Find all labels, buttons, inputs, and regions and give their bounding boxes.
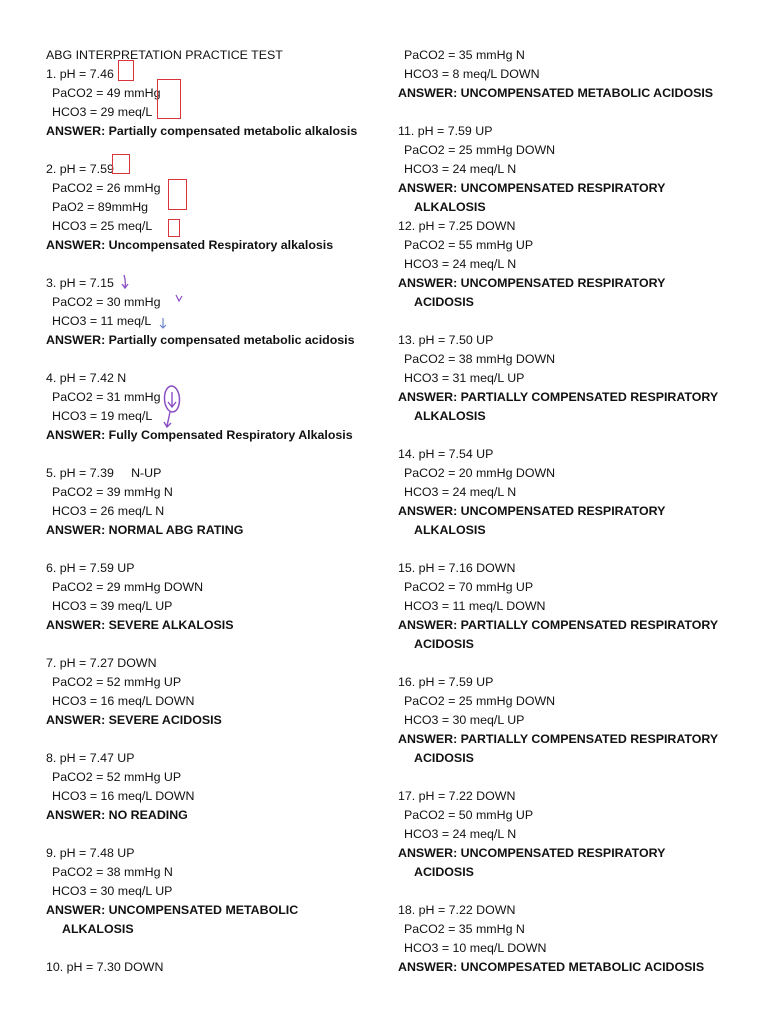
question-11 [398, 122, 738, 217]
annotation-box [168, 179, 187, 210]
q4-answer: ANSWER: Fully Compensated Respiratory Alkalosis [46, 428, 353, 442]
q8-hco3: HCO3 = 16 meq/L DOWN [52, 789, 195, 803]
question-14 [398, 445, 738, 540]
annotation-box [112, 154, 130, 174]
question-8 [46, 749, 391, 825]
q11-paco2: PaCO2 = 25 mmHg DOWN [404, 143, 556, 157]
q18-hco3: HCO3 = 10 meq/L DOWN [404, 941, 547, 955]
question-6 [46, 559, 391, 635]
q6-paco2: PaCO2 = 29 mmHg DOWN [52, 580, 204, 594]
q6-answer: ANSWER: SEVERE ALKALOSIS [46, 618, 234, 632]
question-4 [46, 369, 391, 445]
q12-paco2: PaCO2 = 55 mmHg UP [404, 238, 534, 252]
q2-pao2: PaO2 = 89mmHg [52, 200, 149, 214]
q10-answer: ANSWER: UNCOMPENSATED METABOLIC ACIDOSIS [398, 86, 714, 100]
q13-answer-cont: ALKALOSIS [414, 409, 486, 423]
q17-answer-cont: ACIDOSIS [414, 865, 474, 879]
q13-ph: 13. pH = 7.50 UP [398, 333, 494, 347]
question-17 [398, 787, 738, 882]
q1-paco2: PaCO2 = 49 mmHg [52, 86, 161, 100]
q16-paco2: PaCO2 = 25 mmHg DOWN [404, 694, 556, 708]
question-16 [398, 673, 738, 768]
annotation-box [157, 79, 181, 119]
q13-paco2: PaCO2 = 38 mmHg DOWN [404, 352, 556, 366]
down-arrow-icon [158, 382, 186, 432]
q13-hco3: HCO3 = 31 meq/L UP [404, 371, 525, 385]
q9-answer-cont: ALKALOSIS [62, 922, 134, 936]
q16-ph: 16. pH = 7.59 UP [398, 675, 494, 689]
question-12 [398, 217, 738, 312]
q3-paco2: PaCO2 = 30 mmHg [52, 295, 161, 309]
right-column [398, 46, 738, 977]
q3-ph: 3. pH = 7.15 [46, 276, 114, 290]
q17-hco3: HCO3 = 24 meq/L N [404, 827, 517, 841]
q13-answer: ANSWER: PARTIALLY COMPENSATED RESPIRATORY [398, 390, 719, 404]
q18-answer: ANSWER: UNCOMPESATED METABOLIC ACIDOSIS [398, 960, 705, 974]
q1-hco3: HCO3 = 29 meq/L [52, 105, 153, 119]
q11-hco3: HCO3 = 24 meq/L N [404, 162, 517, 176]
q3-answer: ANSWER: Partially compensated metabolic acidosis [46, 333, 355, 347]
q14-paco2: PaCO2 = 20 mmHg DOWN [404, 466, 556, 480]
q4-paco2: PaCO2 = 31 mmHg [52, 390, 161, 404]
down-arrow-icon [156, 316, 170, 332]
q4-ph: 4. pH = 7.42 N [46, 371, 127, 385]
q15-answer: ANSWER: PARTIALLY COMPENSATED RESPIRATORY [398, 618, 719, 632]
q14-hco3: HCO3 = 24 meq/L N [404, 485, 517, 499]
down-arrow-icon [118, 273, 134, 293]
q5-paco2: PaCO2 = 39 mmHg N [52, 485, 173, 499]
q18-ph: 18. pH = 7.22 DOWN [398, 903, 516, 917]
q5-answer: ANSWER: NORMAL ABG RATING [46, 523, 244, 537]
down-arrow-icon [172, 292, 186, 306]
q12-hco3: HCO3 = 24 meq/L N [404, 257, 517, 271]
q14-ph: 14. pH = 7.54 UP [398, 447, 494, 461]
q16-hco3: HCO3 = 30 meq/L UP [404, 713, 525, 727]
question-15 [398, 559, 738, 654]
q14-answer-cont: ALKALOSIS [414, 523, 486, 537]
q9-answer: ANSWER: UNCOMPENSATED METABOLIC [46, 903, 299, 917]
question-3 [46, 274, 391, 350]
q10-hco3: HCO3 = 8 meq/L DOWN [404, 67, 540, 81]
q6-hco3: HCO3 = 39 meq/L UP [52, 599, 173, 613]
q12-answer: ANSWER: UNCOMPENSATED RESPIRATORY [398, 276, 666, 290]
question-10-continued [398, 46, 738, 103]
q12-answer-cont: ACIDOSIS [414, 295, 474, 309]
q9-paco2: PaCO2 = 38 mmHg N [52, 865, 173, 879]
q1-answer: ANSWER: Partially compensated metabolic alkalosis [46, 124, 358, 138]
q17-answer: ANSWER: UNCOMPENSATED RESPIRATORY [398, 846, 666, 860]
q15-answer-cont: ACIDOSIS [414, 637, 474, 651]
q10-paco2: PaCO2 = 35 mmHg N [404, 48, 525, 62]
q8-ph: 8. pH = 7.47 UP [46, 751, 135, 765]
q10-ph: 10. pH = 7.30 DOWN [46, 960, 164, 974]
q12-ph: 12. pH = 7.25 DOWN [398, 219, 516, 233]
q5-ph: 5. pH = 7.39 N-UP [46, 466, 162, 480]
question-1 [46, 65, 391, 141]
q7-answer: ANSWER: SEVERE ACIDOSIS [46, 713, 222, 727]
q11-answer-cont: ALKALOSIS [414, 200, 486, 214]
q9-ph: 9. pH = 7.48 UP [46, 846, 135, 860]
question-18 [398, 901, 738, 977]
q8-answer: ANSWER: NO READING [46, 808, 188, 822]
q3-hco3: HCO3 = 11 meq/L [52, 314, 152, 328]
annotation-box [168, 219, 180, 237]
q1-ph: 1. pH = 7.46 [46, 67, 114, 81]
question-7 [46, 654, 391, 730]
q17-ph: 17. pH = 7.22 DOWN [398, 789, 516, 803]
q11-ph: 11. pH = 7.59 UP [398, 124, 493, 138]
question-5 [46, 464, 391, 540]
page-title: ABG INTERPRETATION PRACTICE TEST [46, 48, 283, 62]
q17-paco2: PaCO2 = 50 mmHg UP [404, 808, 534, 822]
q9-hco3: HCO3 = 30 meq/L UP [52, 884, 173, 898]
q18-paco2: PaCO2 = 35 mmHg N [404, 922, 525, 936]
question-2 [46, 160, 391, 255]
q15-paco2: PaCO2 = 70 mmHg UP [404, 580, 534, 594]
q7-paco2: PaCO2 = 52 mmHg UP [52, 675, 182, 689]
question-9 [46, 844, 391, 939]
question-13 [398, 331, 738, 426]
q15-ph: 15. pH = 7.16 DOWN [398, 561, 516, 575]
q2-ph: 2. pH = 7.59 [46, 162, 114, 176]
left-column [46, 46, 391, 977]
q7-hco3: HCO3 = 16 meq/L DOWN [52, 694, 195, 708]
q11-answer: ANSWER: UNCOMPENSATED RESPIRATORY [398, 181, 666, 195]
question-10 [46, 958, 391, 977]
q14-answer: ANSWER: UNCOMPENSATED RESPIRATORY [398, 504, 666, 518]
q2-answer: ANSWER: Uncompensated Respiratory alkalosis [46, 238, 334, 252]
annotation-box [118, 60, 134, 81]
q7-ph: 7. pH = 7.27 DOWN [46, 656, 157, 670]
q8-paco2: PaCO2 = 52 mmHg UP [52, 770, 182, 784]
q15-hco3: HCO3 = 11 meq/L DOWN [404, 599, 546, 613]
q6-ph: 6. pH = 7.59 UP [46, 561, 135, 575]
q16-answer: ANSWER: PARTIALLY COMPENSATED RESPIRATORY [398, 732, 719, 746]
q4-hco3: HCO3 = 19 meq/L [52, 409, 153, 423]
q5-hco3: HCO3 = 26 meq/L N [52, 504, 165, 518]
q2-hco3: HCO3 = 25 meq/L [52, 219, 153, 233]
q16-answer-cont: ACIDOSIS [414, 751, 474, 765]
q2-paco2: PaCO2 = 26 mmHg [52, 181, 161, 195]
